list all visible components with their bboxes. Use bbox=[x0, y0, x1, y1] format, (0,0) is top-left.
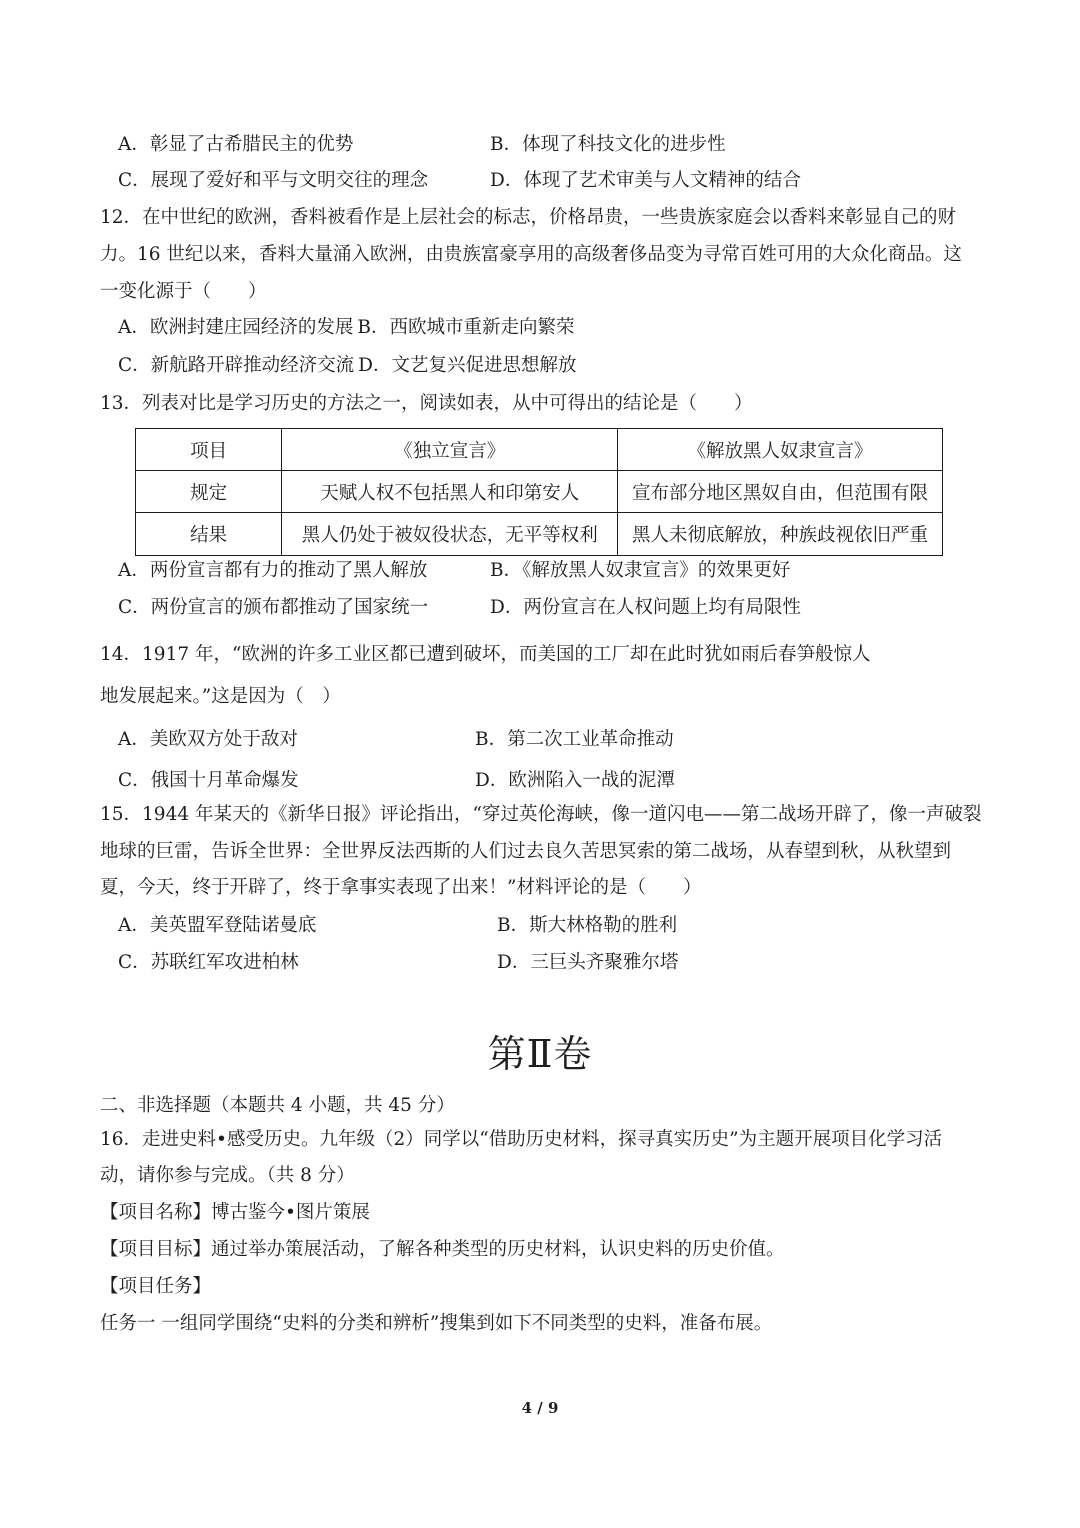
q14-option-d: D．欧洲陷入一战的泥潭 bbox=[475, 770, 675, 791]
q14-stem-line-2: 地发展起来。”这是因为（ ） bbox=[100, 686, 341, 707]
table-cell: 项目 bbox=[136, 429, 282, 471]
q15-stem-line-3: 夏，今天，终于开辟了，终于拿事实表现了出来！”材料评论的是（ ） bbox=[100, 877, 702, 898]
table-cell: 天赋人权不包括黑人和印第安人 bbox=[282, 471, 618, 513]
q16-project-tasks: 【项目任务】 bbox=[100, 1276, 212, 1297]
q16-project-goal: 【项目目标】通过举办策展活动，了解各种类型的历史材料，认识史料的历史价值。 bbox=[100, 1239, 785, 1260]
table-row bbox=[136, 513, 943, 556]
q13-stem: 13．列表对比是学习历史的方法之一，阅读如表，从中可得出的结论是（ ） bbox=[100, 393, 753, 414]
q14-option-c: C．俄国十月革命爆发 bbox=[118, 770, 299, 791]
q12-option-a: A．欧洲封建庄园经济的发展 bbox=[118, 317, 354, 338]
q15-stem-line-1: 15．1944 年某天的《新华日报》评论指出，“穿过英伦海峡，像一道闪电——第二战场开辟了，像一声破裂 bbox=[100, 804, 982, 825]
q15-stem-line-2: 地球的巨雷，告诉全世界：全世界反法西斯的人们过去良久苦思冥索的第二战场，从春望到秋，从秋望到 bbox=[100, 841, 952, 862]
q16-project-name: 【项目名称】博古鉴今•图片策展 bbox=[100, 1202, 370, 1223]
table-cell: 结果 bbox=[136, 513, 282, 556]
q11-option-c: C．展现了爱好和平与文明交往的理念 bbox=[118, 170, 429, 191]
q11-option-a: A．彰显了古希腊民主的优势 bbox=[118, 134, 354, 155]
q11-option-b: B．体现了科技文化的进步性 bbox=[490, 134, 726, 155]
table-cell: 宣布部分地区黑奴自由，但范围有限 bbox=[618, 471, 943, 513]
section-title: 第Ⅱ卷 bbox=[487, 1032, 593, 1076]
table-cell: 《解放黑人奴隶宣言》 bbox=[618, 429, 943, 471]
q14-stem-line-1: 14．1917 年，“欧洲的许多工业区都已遭到破坏，而美国的工厂却在此时犹如雨后春笋般惊人 bbox=[100, 644, 871, 665]
q16-stem-line-2: 动，请你参与完成。（共 8 分） bbox=[100, 1165, 355, 1186]
q13-comparison-table bbox=[135, 428, 943, 556]
q13-option-b: B．《解放黑人奴隶宣言》的效果更好 bbox=[490, 560, 791, 581]
section-heading: 二、非选择题（本题共 4 小题，共 45 分） bbox=[100, 1095, 455, 1116]
q11-option-d: D．体现了艺术审美与人文精神的结合 bbox=[490, 170, 801, 191]
q12-stem-line-1: 12．在中世纪的欧洲，香料被看作是上层社会的标志，价格昂贵，一些贵族家庭会以香料来彰显自己的财 bbox=[100, 207, 957, 228]
q12-options-row-1 bbox=[118, 316, 574, 340]
q14-option-b: B．第二次工业革命推动 bbox=[475, 729, 674, 750]
table-cell: 《独立宣言》 bbox=[282, 429, 618, 471]
page-number: 4 / 9 bbox=[521, 1399, 559, 1417]
q12-stem-line-2: 力。16 世纪以来，香料大量涌入欧洲，由贵族富豪享用的高级奢侈品变为寻常百姓可用的大众化商品。这 bbox=[100, 244, 962, 265]
q15-option-c: C．苏联红军攻进柏林 bbox=[118, 952, 299, 973]
q15-option-b: B．斯大林格勒的胜利 bbox=[497, 915, 678, 936]
q13-option-d: D．两份宣言在人权问题上均有局限性 bbox=[490, 597, 801, 618]
table-cell: 黑人未彻底解放，种族歧视依旧严重 bbox=[618, 513, 943, 556]
table-row bbox=[136, 471, 943, 513]
q14-option-a: A．美欧双方处于敌对 bbox=[118, 729, 298, 750]
q15-option-d: D．三巨头齐聚雅尔塔 bbox=[497, 952, 679, 973]
table-cell: 黑人仍处于被奴役状态，无平等权利 bbox=[282, 513, 618, 556]
q16-stem-line-1: 16．走进史料•感受历史。九年级（2）同学以“借助历史材料，探寻真实历史”为主题开展项目化学习活 bbox=[100, 1129, 943, 1150]
q12-option-d: D．文艺复兴促进思想解放 bbox=[358, 355, 577, 376]
q12-option-b: B．西欧城市重新走向繁荣 bbox=[357, 317, 575, 338]
q12-stem-line-3: 一变化源于（ ） bbox=[100, 281, 267, 302]
table-cell: 规定 bbox=[136, 471, 282, 513]
q13-option-c: C．两份宣言的颁布都推动了国家统一 bbox=[118, 597, 429, 618]
q13-option-a: A．两份宣言都有力的推动了黑人解放 bbox=[118, 560, 428, 581]
q12-option-c: C．新航路开辟推动经济交流 bbox=[118, 355, 355, 376]
q12-options-row-2 bbox=[118, 354, 577, 378]
q15-option-a: A．美英盟军登陆诺曼底 bbox=[118, 915, 317, 936]
q16-task-1: 任务一 一组同学围绕“史料的分类和辨析”搜集到如下不同类型的史料，准备布展。 bbox=[100, 1313, 773, 1334]
table-header-row bbox=[136, 429, 943, 471]
